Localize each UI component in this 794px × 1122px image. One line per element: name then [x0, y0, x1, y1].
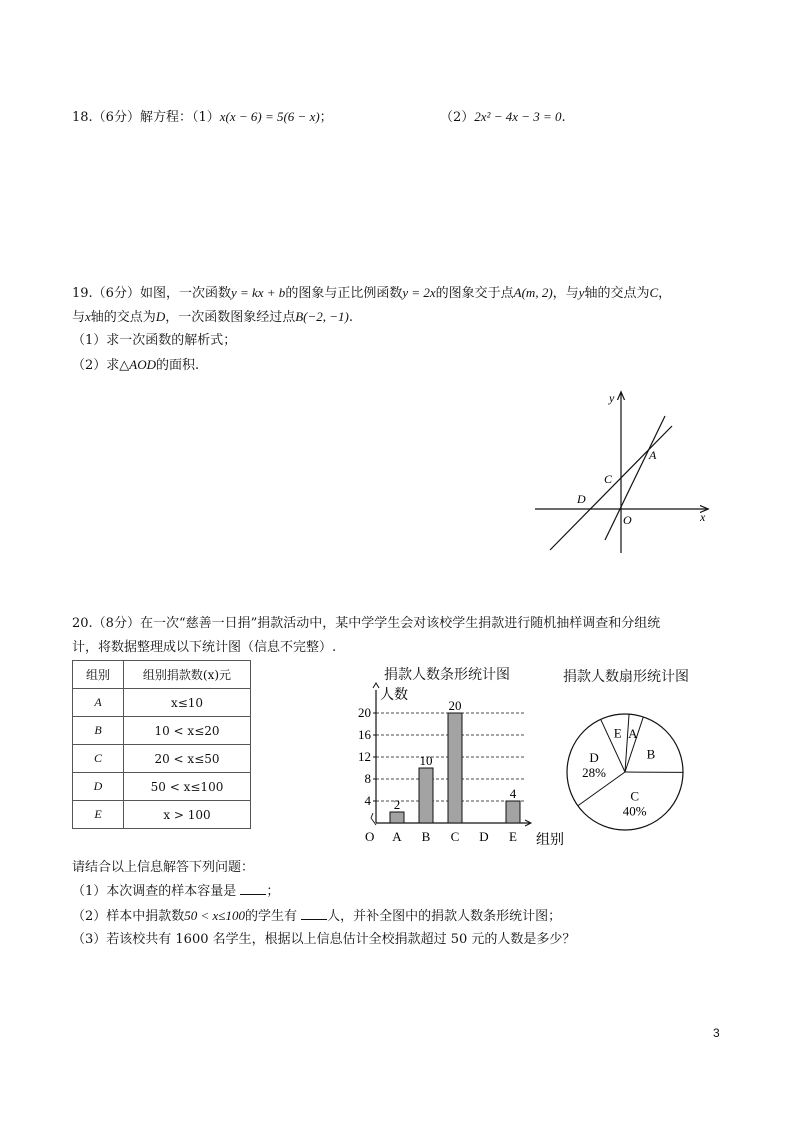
table-cell-group: D	[73, 773, 124, 801]
y-tick-label: 16	[358, 727, 371, 742]
q19-text: 轴的交点为	[584, 286, 650, 301]
pie-slice-label: B	[646, 746, 656, 762]
q19-text: ，	[658, 286, 672, 301]
q19-math: y = 2x	[402, 285, 436, 300]
table-cell-group: B	[73, 717, 124, 745]
bar-C	[448, 713, 462, 823]
bar-chart-title: 捐款人数条形统计图	[384, 667, 510, 683]
page-number: 3	[713, 1026, 720, 1040]
bar-B	[419, 768, 433, 823]
bar-value-label: 2	[393, 797, 401, 812]
table-header-range: 组别捐款数(x)元	[124, 661, 251, 689]
q19-text: 与	[72, 310, 86, 325]
graph-label-C: C	[604, 472, 613, 486]
q19-coordinate-graph	[525, 388, 715, 558]
x-tick-label: D	[479, 829, 489, 844]
q19-subquestion-1: （1）求一次函数的解析式；	[72, 333, 237, 348]
question-18-part-2	[440, 107, 566, 128]
answer-blank[interactable]	[240, 882, 266, 895]
q19-math: A(m, 2)	[513, 285, 553, 300]
bar-x-label: 组别	[536, 833, 564, 848]
q19-text: 的图象交于点	[435, 286, 514, 301]
q19-math: C	[649, 285, 659, 300]
q19-math: y	[578, 285, 585, 300]
table-cell-range: x≤10	[124, 689, 251, 717]
question-19-line-1	[72, 283, 671, 304]
table-cell-range: 20 < x≤50	[124, 745, 251, 773]
q19-sub2-math: AOD	[129, 357, 156, 372]
q20-s2-text: 人，并补全图中的捐款人数条形统计图；	[327, 909, 562, 924]
q20-s1-end: ；	[266, 884, 280, 899]
q20-subquestion-1	[72, 882, 279, 902]
q18-separator: ；	[319, 110, 333, 125]
pie-slice-percent: 40%	[622, 803, 647, 819]
axis-break-mark	[371, 813, 376, 825]
graph-label-x: x	[700, 510, 706, 524]
q19-sub2-text: （2）求△	[72, 358, 130, 373]
table-header-row	[73, 661, 251, 689]
question-20-line-2: 计，将数据整理成以下统计图（信息不完整）.	[72, 640, 337, 655]
pie-slice-percent: 28%	[582, 764, 606, 780]
bar-chart	[350, 682, 575, 852]
x-tick-label: B	[421, 829, 431, 844]
y-tick-label: 8	[364, 771, 371, 786]
bar-y-label: 人数	[380, 688, 408, 703]
x-tick-label: E	[509, 829, 517, 844]
table-cell-group: E	[73, 801, 124, 829]
q20-instruction: 请结合以上信息解答下列问题：	[72, 860, 255, 875]
q18-label: 18.（6分）解方程：（1）	[72, 110, 220, 125]
q19-text: 19.（6分）如图，一次函数	[72, 286, 231, 301]
graph-label-y: y	[609, 391, 615, 405]
q19-text: ，一次函数图象经过点	[165, 310, 296, 325]
q20-s2-math: 50 < x≤100	[184, 908, 245, 923]
pie-slice-label: A	[628, 725, 638, 741]
pie-slice-label: E	[613, 725, 622, 741]
q20-s1-text: （1）本次调查的样本容量是	[72, 884, 237, 899]
q20-subquestion-2	[72, 906, 561, 927]
question-20-line-1: 20.（8分）在一次“慈善一日捐”捐款活动中，某中学学生会对该校学生捐款进行随机抽样调查和分组统	[72, 616, 661, 631]
q19-math: x	[85, 309, 91, 324]
q18-part2-label: （2）	[440, 110, 475, 125]
group-table	[72, 660, 251, 829]
x-tick-label: C	[450, 829, 460, 844]
table-header-group: 组别	[73, 661, 124, 689]
q19-subquestion-2	[72, 355, 199, 376]
table-row	[73, 801, 251, 829]
question-19-line-2	[72, 307, 353, 328]
table-cell-group: A	[73, 689, 124, 717]
table-cell-range: x > 100	[124, 801, 251, 829]
q18-end: .	[561, 110, 566, 125]
bar-value-label: 20	[448, 698, 462, 713]
graph-label-D: D	[577, 492, 586, 506]
y-tick-label: 12	[358, 749, 371, 764]
q19-text: .	[348, 310, 354, 325]
y-tick-label: 4	[364, 793, 371, 808]
table-row	[73, 717, 251, 745]
table-cell-range: 50 < x≤100	[124, 773, 251, 801]
question-18	[72, 107, 333, 128]
bar-origin-label: O	[365, 829, 375, 844]
table-cell-range: 10 < x≤20	[124, 717, 251, 745]
y-tick-label: 20	[358, 705, 371, 720]
q19-math: B(−2, −1)	[295, 309, 349, 324]
pie-chart-title: 捐款人数扇形统计图	[563, 669, 689, 685]
q20-subquestion-3: （3）若该校共有 1600 名学生，根据以上信息估计全校捐款超过 50 元的人数是多少？	[72, 932, 576, 947]
pie-slice-label: D	[589, 749, 599, 765]
table-row	[73, 689, 251, 717]
q18-equation-1: x(x − 6) = 5(6 − x)	[219, 109, 320, 124]
bar-E	[506, 801, 520, 823]
table-row	[73, 773, 251, 801]
answer-blank[interactable]	[301, 907, 327, 920]
q19-text: 的图象与正比例函数	[285, 286, 403, 301]
pie-chart	[563, 710, 687, 834]
bar-y-arrow	[373, 683, 379, 688]
bar-value-label: 4	[509, 786, 517, 801]
bar-value-label: 10	[419, 753, 433, 768]
q19-math: D	[155, 309, 166, 324]
x-tick-label: A	[392, 829, 402, 844]
q18-equation-2: 2x² − 4x − 3 = 0	[474, 109, 562, 124]
q20-s2-text: 的学生有	[244, 909, 297, 924]
q20-s2-text: （2）样本中捐款数	[72, 909, 185, 924]
bar-A	[390, 812, 404, 823]
q19-math: y = kx + b	[230, 285, 286, 300]
line-proportional-function	[605, 416, 665, 540]
q19-sub2-text: 的面积.	[156, 358, 200, 373]
graph-label-A: A	[649, 448, 657, 462]
graph-label-O: O	[623, 513, 632, 527]
q19-text: ，与	[552, 286, 579, 301]
q19-text: 轴的交点为	[90, 310, 156, 325]
pie-slice-label: C	[630, 788, 640, 804]
table-cell-group: C	[73, 745, 124, 773]
table-row	[73, 745, 251, 773]
line-linear-function	[550, 426, 672, 550]
